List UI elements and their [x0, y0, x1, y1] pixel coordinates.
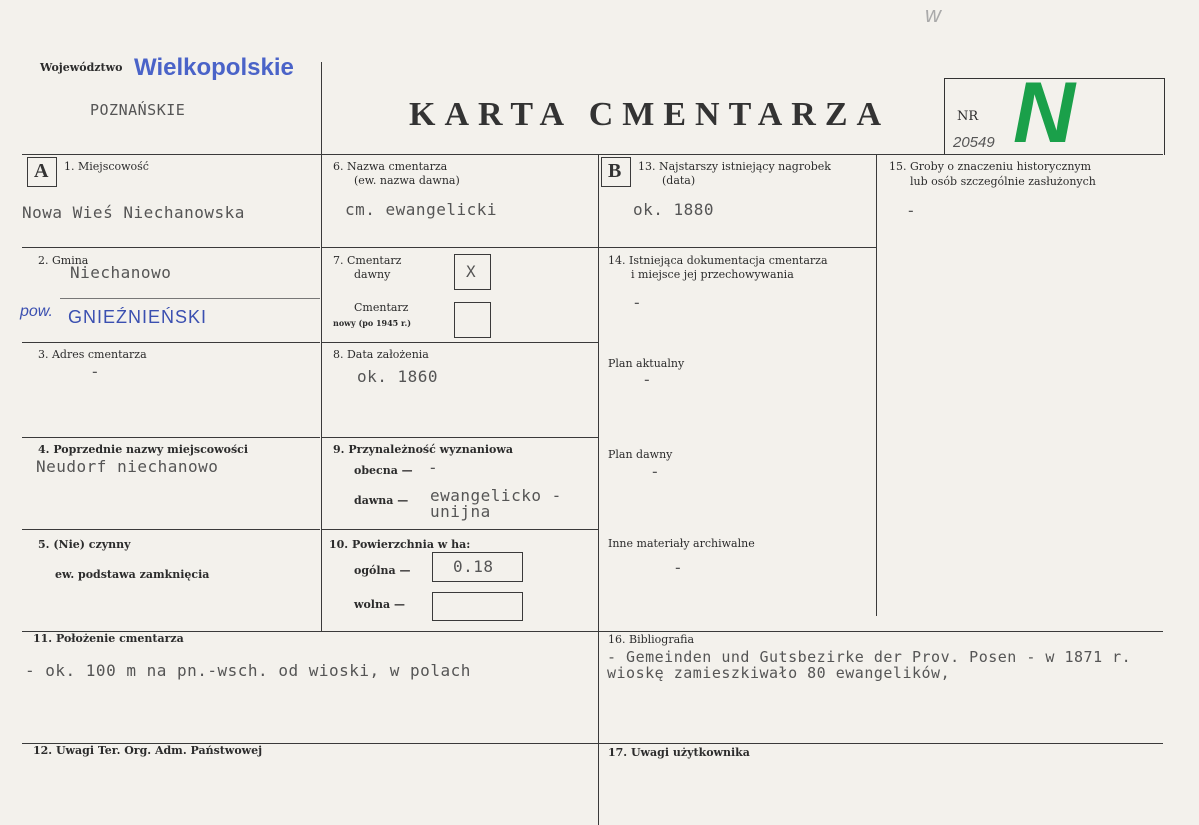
- rule-b1: [598, 247, 876, 248]
- section-b-letter: B: [608, 160, 622, 182]
- inne-materialy-value: -: [673, 558, 684, 577]
- section-a-letter: A: [34, 160, 49, 182]
- field-1-label: 1. Miejscowość: [64, 160, 149, 173]
- field-7-sublabel: dawny: [354, 268, 391, 281]
- field-9-dawna-value-2: unijna: [430, 502, 491, 521]
- field-10-ogolna-label: ogólna —: [354, 564, 411, 577]
- field-16-value-1: - Gemeinden und Gutsbezirke der Prov. Posen - w 1871 r.: [607, 648, 1132, 666]
- rule-a1: [22, 247, 320, 248]
- rule-a3: [22, 342, 320, 343]
- rule-m4: [321, 529, 598, 530]
- field-9-label: 9. Przynależność wyznaniowa: [333, 443, 513, 456]
- field-8-value: ok. 1860: [357, 367, 439, 386]
- field-10-wolna-label: wolna —: [354, 598, 405, 611]
- nr-value: 20549: [953, 134, 995, 151]
- header-divider: [321, 62, 322, 155]
- field-1-value: Nowa Wieś Niechanowska: [22, 203, 245, 222]
- plan-aktualny-value: -: [642, 370, 653, 389]
- nr-label: NR: [957, 109, 979, 124]
- field-9-dawna-value-1: ewangelicko -: [430, 486, 562, 505]
- field-6-label: 6. Nazwa cmentarza: [333, 160, 448, 173]
- field-6-value: cm. ewangelicki: [345, 200, 497, 219]
- field-7b-checkbox: [454, 302, 491, 338]
- field-7-mark: X: [466, 262, 477, 281]
- field-17-label: 17. Uwagi użytkownika: [608, 746, 750, 759]
- field-16-value-2: wioskę zamieszkiwało 80 ewangelików,: [607, 664, 951, 682]
- field-9-obecna-value: -: [428, 458, 439, 477]
- field-10-wolna-box: [432, 592, 523, 621]
- plan-dawny-label: Plan dawny: [608, 448, 673, 461]
- field-13-value: ok. 1880: [633, 200, 715, 219]
- field-7b-sublabel: nowy (po 1945 r.): [333, 318, 412, 328]
- field-2-label: 2. Gmina: [38, 254, 89, 267]
- wojewodztwo-old: POZNAŃSKIE: [90, 101, 186, 119]
- wojewodztwo-label: Województwo: [40, 61, 123, 74]
- rule-a4: [22, 437, 320, 438]
- field-10-ogolna-value: 0.18: [453, 557, 494, 576]
- field-5-sub: ew. podstawa zamknięcia: [55, 568, 210, 581]
- field-8-label: 8. Data założenia: [333, 348, 429, 361]
- field-7-label: 7. Cmentarz: [333, 254, 402, 267]
- corner-mark: w: [925, 2, 941, 27]
- field-10-label: 10. Powierzchnia w ha:: [329, 538, 471, 551]
- top-rule: [22, 154, 1163, 155]
- field-14-value: -: [632, 293, 643, 312]
- rule-bottom-1: [22, 631, 1163, 632]
- col-divider-2: [598, 154, 599, 825]
- field-15-label: 15. Groby o znaczeniu historycznym: [889, 160, 1092, 173]
- field-7b-label: Cmentarz: [354, 301, 409, 314]
- field-13-label: 13. Najstarszy istniejący nagrobek: [638, 160, 831, 173]
- field-16-label: 16. Bibliografia: [608, 633, 695, 646]
- plan-aktualny-label: Plan aktualny: [608, 357, 685, 370]
- field-2-value: Niechanowo: [70, 263, 172, 282]
- plan-dawny-value: -: [650, 462, 661, 481]
- pow-value: GNIEŹNIEŃSKI: [68, 307, 208, 327]
- field-14-sublabel: i miejsce jej przechowywania: [631, 268, 794, 281]
- pow-label: pow.: [20, 303, 53, 320]
- wojewodztwo-stamp: Wielkopolskie: [134, 54, 294, 81]
- page-title: KARTA CMENTARZA: [409, 96, 891, 133]
- nr-mark: N: [1013, 65, 1076, 161]
- field-6-sublabel: (ew. nazwa dawna): [354, 174, 460, 187]
- rule-m3: [321, 437, 598, 438]
- col-divider-1: [321, 154, 322, 632]
- rule-m1: [321, 247, 598, 248]
- field-11-value: - ok. 100 m na pn.-wsch. od wioski, w polach: [25, 661, 471, 680]
- col-divider-3: [876, 154, 877, 616]
- rule-a2: [60, 298, 320, 299]
- field-14-label: 14. Istniejąca dokumentacja cmentarza: [608, 254, 828, 267]
- field-15-value: -: [906, 201, 917, 220]
- field-9-dawna-label: dawna —: [354, 494, 409, 507]
- field-3-value: -: [90, 362, 101, 381]
- field-5-label: 5. (Nie) czynny: [38, 538, 131, 551]
- rule-m2: [321, 342, 598, 343]
- inne-materialy-label: Inne materiały archiwalne: [608, 537, 755, 550]
- field-15-sublabel: lub osób szczególnie zasłużonych: [910, 175, 1096, 188]
- rule-a5: [22, 529, 320, 530]
- field-4-label: 4. Poprzednie nazwy miejscowości: [38, 443, 249, 456]
- field-4-value: Neudorf niechanowo: [36, 457, 219, 476]
- field-11-label: 11. Położenie cmentarza: [33, 632, 184, 645]
- field-3-label: 3. Adres cmentarza: [38, 348, 147, 361]
- field-9-obecna-label: obecna —: [354, 464, 413, 477]
- field-12-label: 12. Uwagi Ter. Org. Adm. Państwowej: [33, 744, 263, 757]
- field-13-sublabel: (data): [662, 174, 696, 187]
